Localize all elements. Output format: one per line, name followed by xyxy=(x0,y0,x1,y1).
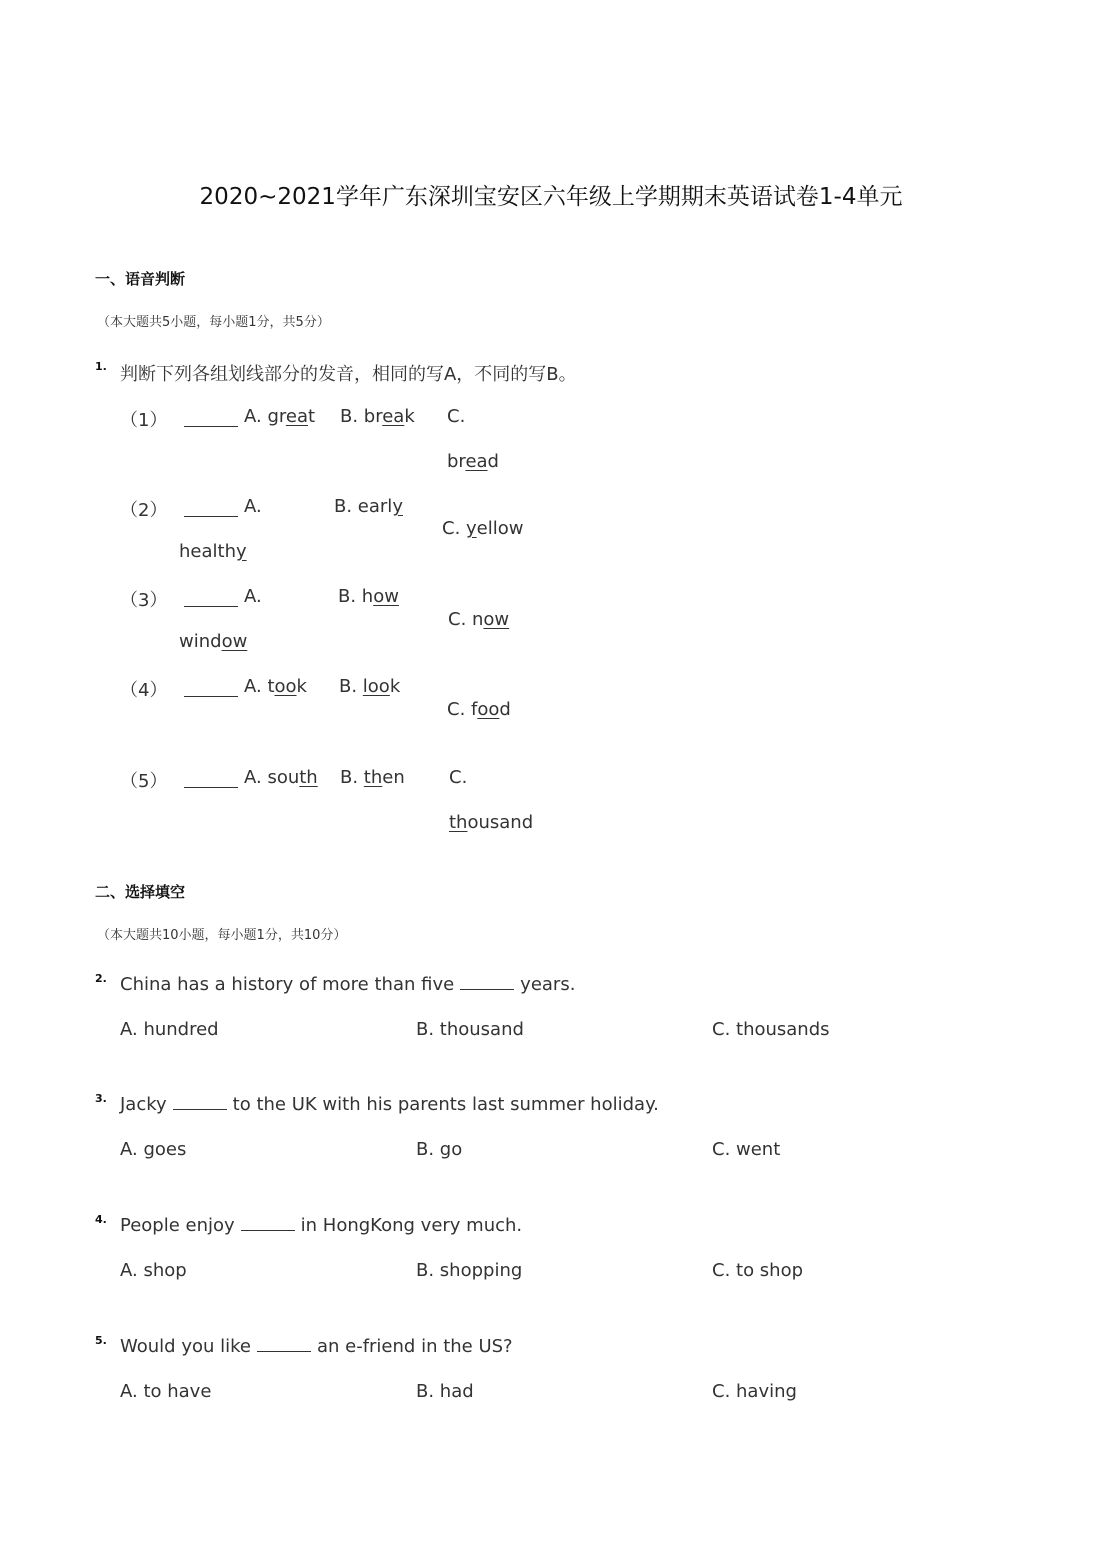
item-label: （4） xyxy=(120,680,168,701)
question-text: People enjoy in HongKong very much. xyxy=(120,1215,523,1236)
option-c-word: thousand xyxy=(449,812,534,833)
question-number: 2. xyxy=(95,972,107,985)
option-a: A. xyxy=(244,586,262,607)
option-c: C. food xyxy=(447,699,511,720)
question-text: Would you like an e-friend in the US? xyxy=(120,1336,513,1357)
option-a: A. xyxy=(244,496,262,517)
option-c[interactable]: C. to shop xyxy=(712,1260,804,1281)
option-c[interactable]: C. went xyxy=(712,1139,781,1160)
exam-title: 2020~2021学年广东深圳宝安区六年级上学期期末英语试卷1-4单元 xyxy=(199,184,903,210)
option-b: B. look xyxy=(339,676,401,697)
option-b[interactable]: B. had xyxy=(416,1381,474,1402)
option-c[interactable]: C. thousands xyxy=(712,1019,830,1040)
option-c[interactable]: C. having xyxy=(712,1381,797,1402)
item-label: （2） xyxy=(120,500,168,521)
section-1-heading: 一、语音判断 xyxy=(95,270,186,288)
item-label: （1） xyxy=(120,410,168,431)
option-c-word: bread xyxy=(447,451,499,472)
answer-blank[interactable] xyxy=(173,1095,227,1110)
question-number: 4. xyxy=(95,1213,107,1226)
question-number: 5. xyxy=(95,1334,107,1347)
section-2-note: （本大题共10小题，每小题1分，共10分） xyxy=(97,928,347,943)
answer-blank[interactable] xyxy=(257,1337,311,1352)
answer-blank[interactable] xyxy=(184,787,238,788)
option-b: B. then xyxy=(340,767,405,788)
option-a[interactable]: A. hundred xyxy=(120,1019,219,1040)
option-a[interactable]: A. goes xyxy=(120,1139,187,1160)
question-number: 3. xyxy=(95,1092,107,1105)
option-a-word: healthy xyxy=(179,541,247,562)
option-c: C. xyxy=(447,406,466,427)
option-b: B. early xyxy=(334,496,403,517)
section-2-heading: 二、选择填空 xyxy=(95,883,186,901)
answer-blank[interactable] xyxy=(241,1216,295,1231)
option-b: B. break xyxy=(340,406,415,427)
question-text: 判断下列各组划线部分的发音，相同的写A，不同的写B。 xyxy=(120,364,577,385)
option-a: A. great xyxy=(244,406,316,427)
question-text: Jacky to the UK with his parents last summer holiday. xyxy=(120,1094,659,1115)
answer-blank[interactable] xyxy=(184,426,238,427)
option-c: C. xyxy=(449,767,468,788)
item-label: （5） xyxy=(120,771,168,792)
option-a: A. south xyxy=(244,767,318,788)
answer-blank[interactable] xyxy=(184,696,238,697)
option-a: A. took xyxy=(244,676,307,697)
option-b[interactable]: B. thousand xyxy=(416,1019,524,1040)
section-1-note: （本大题共5小题，每小题1分，共5分） xyxy=(97,315,330,330)
option-a-word: window xyxy=(179,631,248,652)
question-number: 1. xyxy=(95,360,107,373)
question-text: China has a history of more than five years. xyxy=(120,974,576,995)
option-a[interactable]: A. shop xyxy=(120,1260,187,1281)
option-b: B. how xyxy=(338,586,399,607)
item-label: （3） xyxy=(120,590,168,611)
answer-blank[interactable] xyxy=(184,516,238,517)
option-c: C. yellow xyxy=(442,518,524,539)
option-b[interactable]: B. shopping xyxy=(416,1260,523,1281)
option-a[interactable]: A. to have xyxy=(120,1381,212,1402)
answer-blank[interactable] xyxy=(184,606,238,607)
option-c: C. now xyxy=(448,609,510,630)
answer-blank[interactable] xyxy=(460,975,514,990)
option-b[interactable]: B. go xyxy=(416,1139,463,1160)
